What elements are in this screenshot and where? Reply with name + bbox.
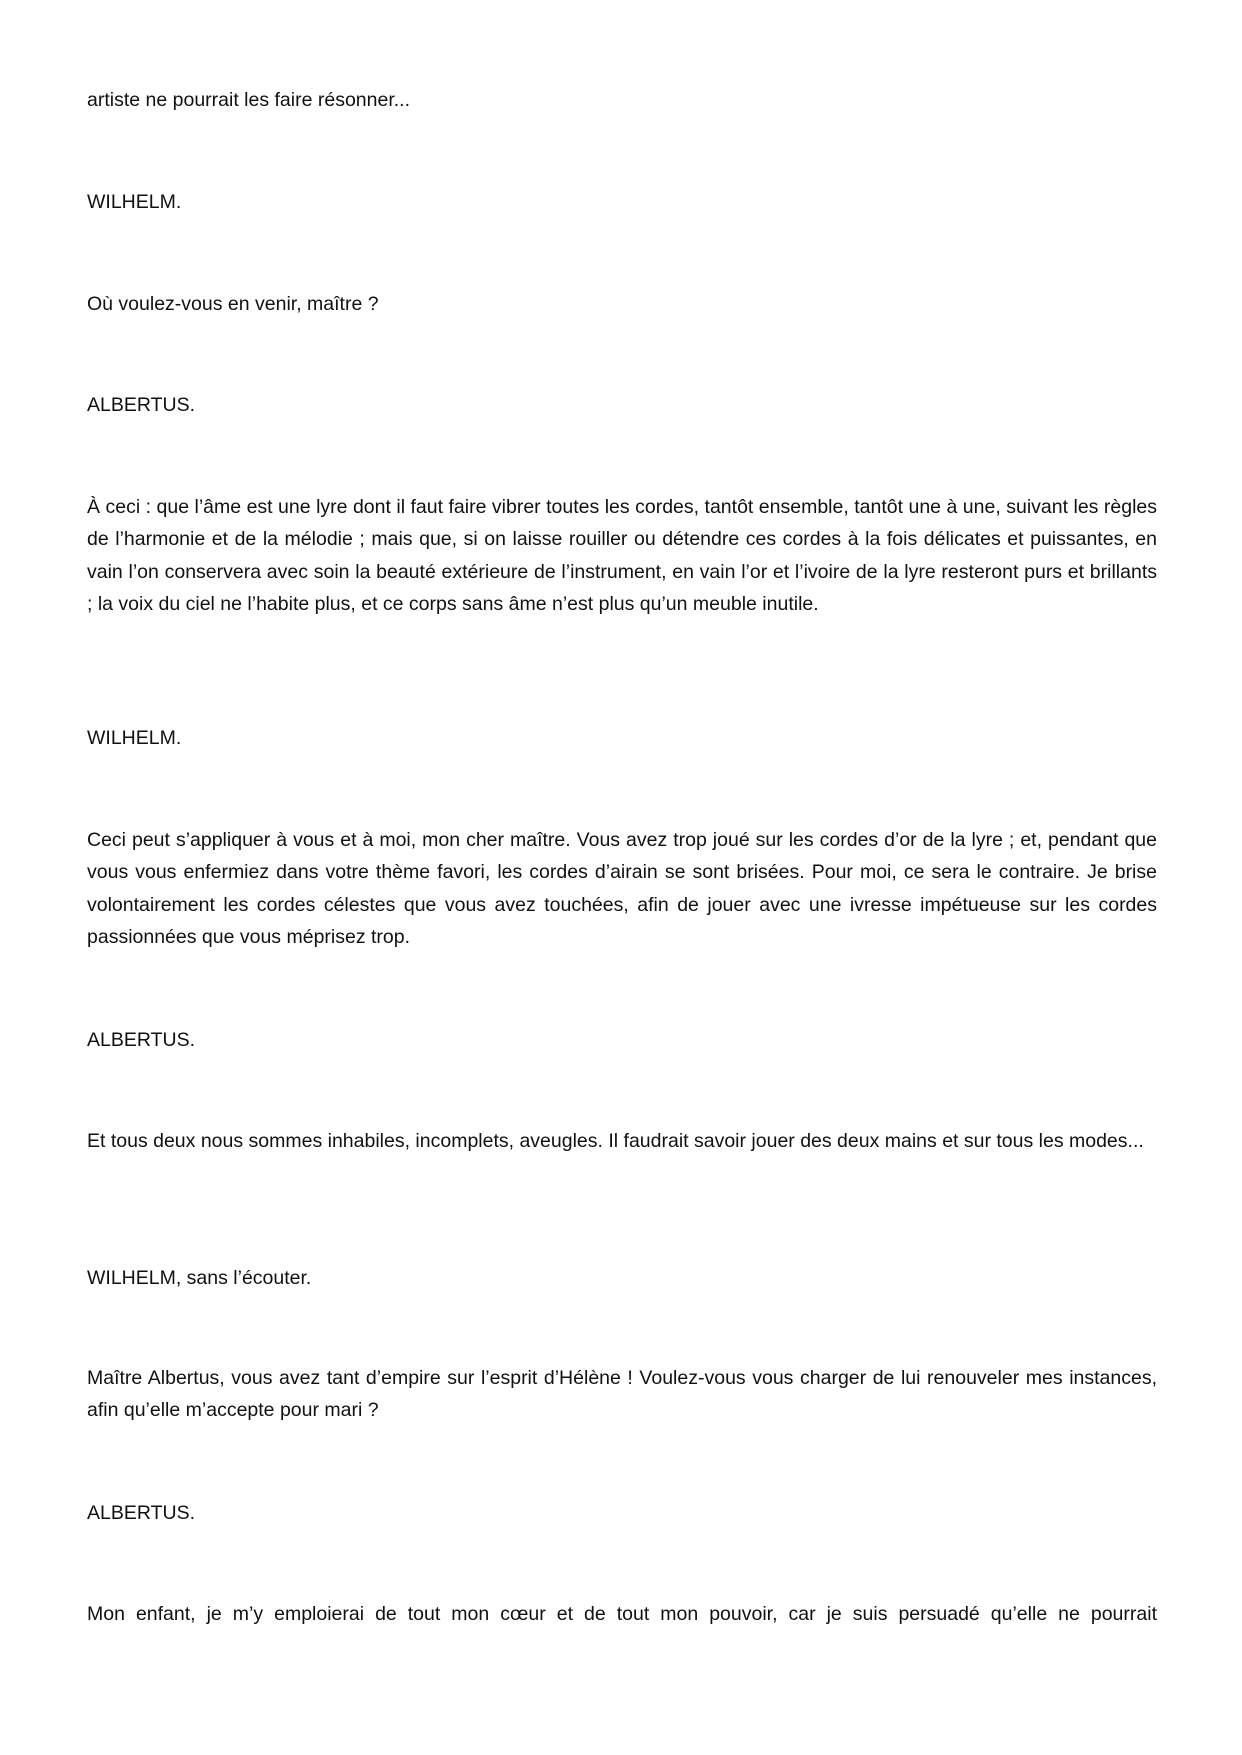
speaker-wilhelm: WILHELM.	[87, 727, 182, 749]
speaker-albertus: ALBERTUS.	[87, 394, 196, 416]
dialogue-paragraph: À ceci : que l’âme est une lyre dont il faut faire vibrer toutes les cordes, tantôt ensemble, tantôt une à une, suivant les règles de l’harmonie et de la mélodie ; mais que, si on laisse rouiller ou détendre ces cordes à la fois délicates et puissantes, en vain l’on conservera avec soin la beauté extérieure de l’instrument, en vain l’or et l’ivoire de la lyre resteront purs et brillants ; la voix du ciel ne l’habite plus, et ce corps sans âme n’est plus qu’un meuble inutile.	[87, 496, 1157, 616]
dialogue-paragraph: Ceci peut s’appliquer à vous et à moi, mon cher maître. Vous avez trop joué sur les cordes d’or de la lyre ; et, pendant que vous vous enfermiez dans votre thème favori, les cordes d’airain se sont brisées. Pour moi, ce sera le contraire. Je brise volontairement les cordes célestes que vous avez touchées, afin de jouer avec une ivresse impétueuse sur les cordes passionnées que vous méprisez trop.	[87, 829, 1157, 949]
text-continuation: artiste ne pourrait les faire résonner...	[87, 89, 410, 111]
dialogue-paragraph: Maître Albertus, vous avez tant d’empire sur l’esprit d’Hélène ! Voulez-vous vous charger de lui renouveler mes instances, afin qu’elle m’accepte pour mari ?	[87, 1367, 1157, 1422]
dialogue-paragraph: Et tous deux nous sommes inhabiles, incomplets, aveugles. Il faudrait savoir jouer des deux mains et sur tous les modes...	[87, 1130, 1144, 1152]
speaker-albertus: ALBERTUS.	[87, 1029, 196, 1051]
speaker-wilhelm: WILHELM.	[87, 191, 182, 213]
dialogue-line: Où voulez-vous en venir, maître ?	[87, 293, 379, 315]
speaker-albertus: ALBERTUS.	[87, 1502, 196, 1524]
dialogue-paragraph: Mon enfant, je m’y emploierai de tout mon cœur et de tout mon pouvoir, car je suis persuadé qu’elle ne pourrait	[87, 1603, 1157, 1625]
speaker-wilhelm-direction: WILHELM, sans l’écouter.	[87, 1267, 312, 1289]
